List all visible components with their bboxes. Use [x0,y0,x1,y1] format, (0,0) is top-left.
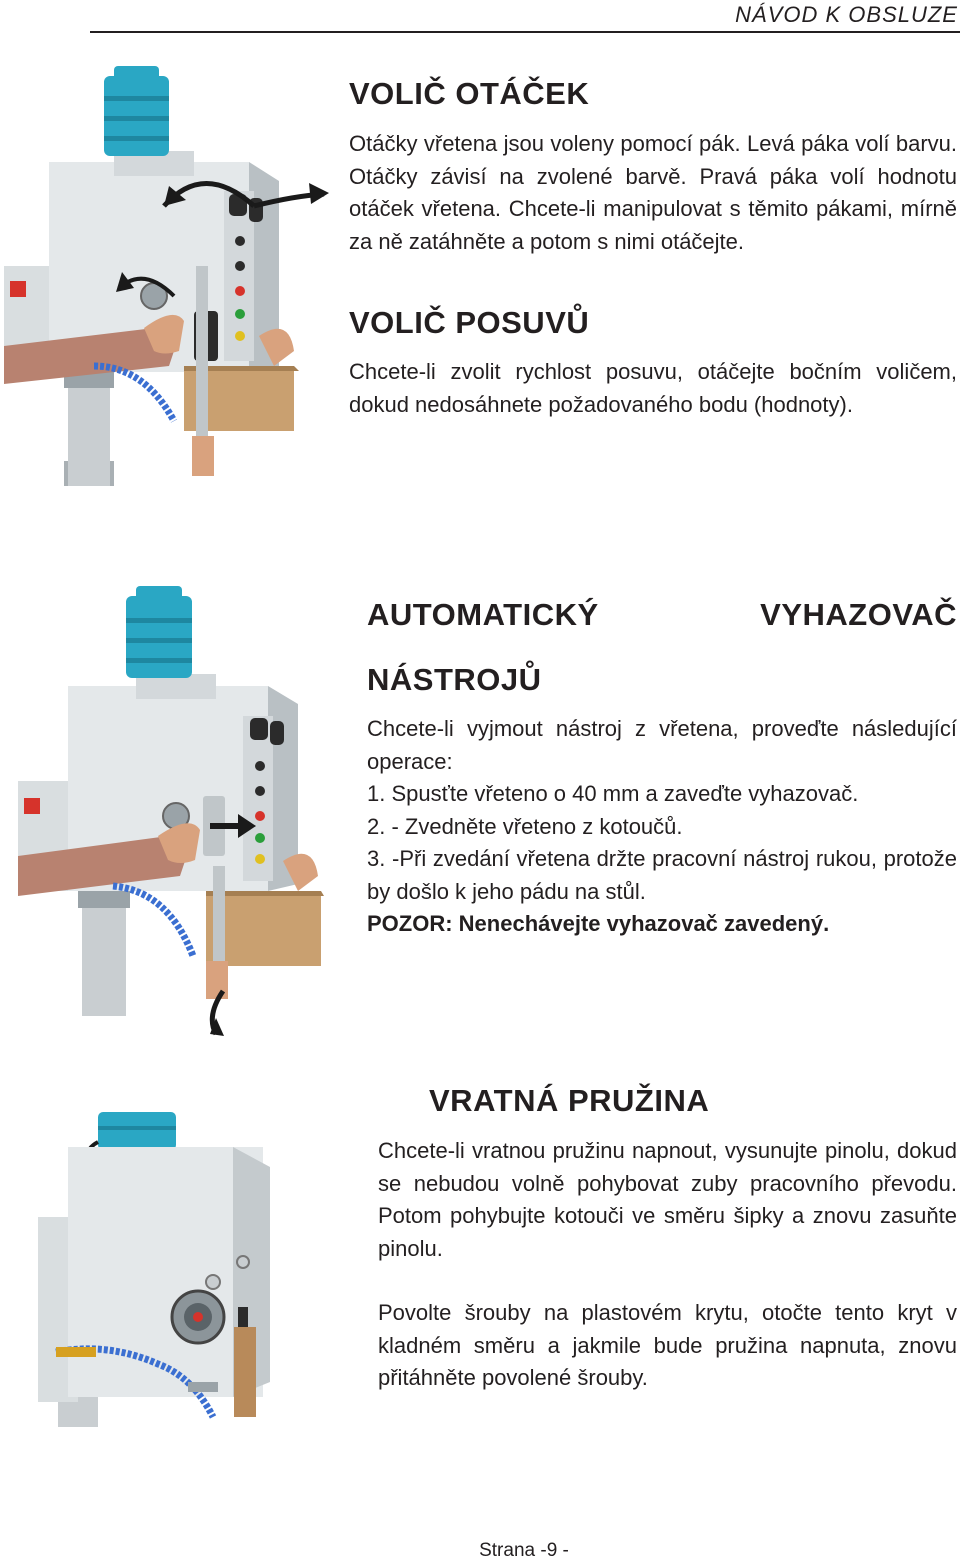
section-title-speed-selector: VOLIČ OTÁČEK [349,76,590,111]
section-title-return-spring: VRATNÁ PRUŽINA [429,1083,710,1118]
ejector-warning: POZOR: Nenechávejte vyhazovač zavedený. [367,911,830,936]
drill-photo-tool-ejector [18,586,328,1036]
header-rule [90,31,960,33]
ejector-title-word-3: NÁSTROJŮ [367,662,542,697]
ejector-instructions [367,713,957,941]
return-spring-text-1: Chcete-li vratnou pružinu napnout, vysunujte pinolu, dokud se nebudou volně pohybovat zuby pracovního převodu. Potom pohybujte kotouči ve směru šipky a znovu zasuňte pinolu. [378,1138,957,1261]
header-title: NÁVOD K OBSLUZE [735,2,958,27]
ejector-step-1: 1. Spusťte vřeteno o 40 mm a zaveďte vyhazovač. [367,781,859,806]
page-number: Strana -9 - [479,1540,569,1561]
section-title-feed-selector: VOLIČ POSUVŮ [349,305,590,340]
return-spring-text-2: Povolte šrouby na plastovém krytu, otočte tento kryt v kladném směru a jakmile bude pružina napnuta, znovu přitáhněte povolené šrouby. [378,1300,957,1390]
ejector-title-word-1: AUTOMATICKÝ [367,597,599,632]
feed-selector-text: Chcete-li zvolit rychlost posuvu, otáčejte bočním voličem, dokud nedosáhnete požadovaného bodu (hodnoty). [349,359,957,417]
drill-photo-speed-selector [4,66,340,486]
ejector-step-3: 3. -Při zvedání vřetena držte pracovní nástroj rukou, protože by došlo k jeho pádu na stůl. [367,846,957,904]
ejector-intro: Chcete-li vyjmout nástroj z vřetena, proveďte následující operace: [367,716,957,774]
speed-selector-text: Otáčky vřetena jsou voleny pomocí pák. Levá páka volí barvu. Otáčky závisí na zvolené barvě. Pravá páka volí hodnotu otáček vřetena. Chcete-li manipulovat s těmito pákami, mírně za ně zatáhněte a potom s nimi otáčejte. [349,131,957,254]
ejector-step-2: 2. - Zvedněte vřeteno z kotoučů. [367,813,683,839]
ejector-title-word-2: VYHAZOVAČ [760,597,957,632]
ejector-title-line [367,597,957,633]
drill-photo-return-spring [38,1112,278,1427]
